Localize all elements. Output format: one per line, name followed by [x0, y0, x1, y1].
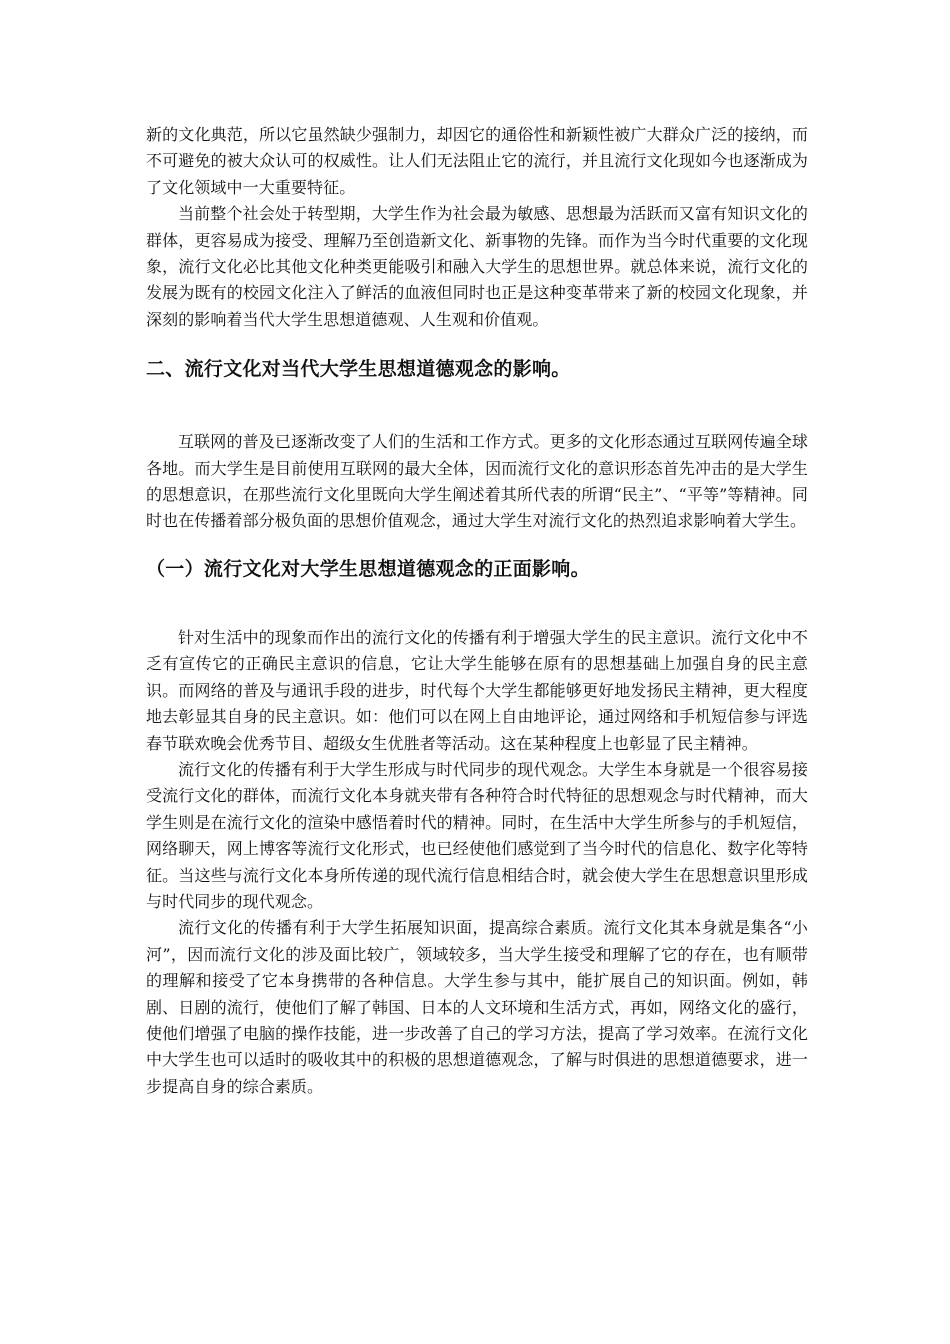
body-paragraph: 新的文化典范，所以它虽然缺少强制力，却因它的通俗性和新颖性被广大群众广泛的接纳，而不可避免的被大众认可的权威性。让人们无法阻止它的流行，并且流行文化现如今也逐渐成为了文化领域中一大重要特征。 [146, 125, 808, 197]
section-heading: 二、流行文化对当代大学生思想道德观念的影响。 [146, 358, 571, 381]
body-paragraph: 针对生活中的现象而作出的流行文化的传播有利于增强大学生的民主意识。流行文化中不乏有宣传它的正确民主意识的信息，它让大学生能够在原有的思想基础上加强自身的民主意识。而网络的普及与通讯手段的进步，时代每个大学生都能够更好地发扬民主精神，更大程度地去彰显其自身的民主意识。如：他们可以在网上自由地评论，通过网络和手机短信参与评选春节联欢晚会优秀节目、超级女生优胜者等活动。这在某种程度上也彰显了民主精神。 [146, 627, 808, 753]
document-page [146, 122, 808, 1100]
body-paragraph: 当前整个社会处于转型期，大学生作为社会最为敏感、思想最为活跃而又富有知识文化的群体，更容易成为接受、理解乃至创造新文化、新事物的先锋。而作为当今时代重要的文化现象，流行文化必比其他文化种类更能吸引和融入大学生的思想世界。就总体来说，流行文化的发展为既有的校园文化注入了鲜活的血液但同时也正是这种变革带来了新的校园文化现象，并深刻的影响着当代大学生思想道德观、人生观和价值观。 [146, 204, 808, 329]
body-paragraph: 流行文化的传播有利于大学生拓展知识面，提高综合素质。流行文化其本身就是集各“小河”，因而流行文化的涉及面比较广，领域较多，当大学生接受和理解了它的存在，也有顺带的理解和接受了它本身携带的各种信息。大学生参与其中，能扩展自己的知识面。例如，韩剧、日剧的流行，使他们了解了韩国、日本的人文环境和生活方式，再如，网络文化的盛行，使他们增强了电脑的操作技能，进一步改善了自己的学习方法，提高了学习效率。在流行文化中大学生也可以适时的吸收其中的积极的思想道德观念，了解与时俱进的思想道德要求，进一步提高自身的综合素质。 [146, 918, 808, 1096]
subsection-heading: （一）流行文化对大学生思想道德观念的正面影响。 [146, 557, 590, 580]
body-paragraph: 流行文化的传播有利于大学生形成与时代同步的现代观念。大学生本身就是一个很容易接受流行文化的群体，而流行文化本身就夹带有各种符合时代特征的思想观念与时代精神，而大学生则是在流行文化的渲染中感悟着时代的精神。同时，在生活中大学生所参与的手机短信，网络聊天，网上博客等流行文化形式，也已经使他们感觉到了当今时代的信息化、数字化等特征。当这些与流行文化本身所传递的现代流行信息相结合时，就会使大学生在思想意识里形成与时代同步的现代观念。 [146, 759, 808, 911]
body-paragraph: 互联网的普及已逐渐改变了人们的生活和工作方式。更多的文化形态通过互联网传遍全球各地。而大学生是目前使用互联网的最大全体，因而流行文化的意识形态首先冲击的是大学生的思想意识，在那些流行文化里既向大学生阐述着其所代表的所谓“民主”、“平等”等精神。同时也在传播着部分极负面的思想价值观念，通过大学生对流行文化的热烈追求影响着大学生。 [146, 432, 808, 531]
